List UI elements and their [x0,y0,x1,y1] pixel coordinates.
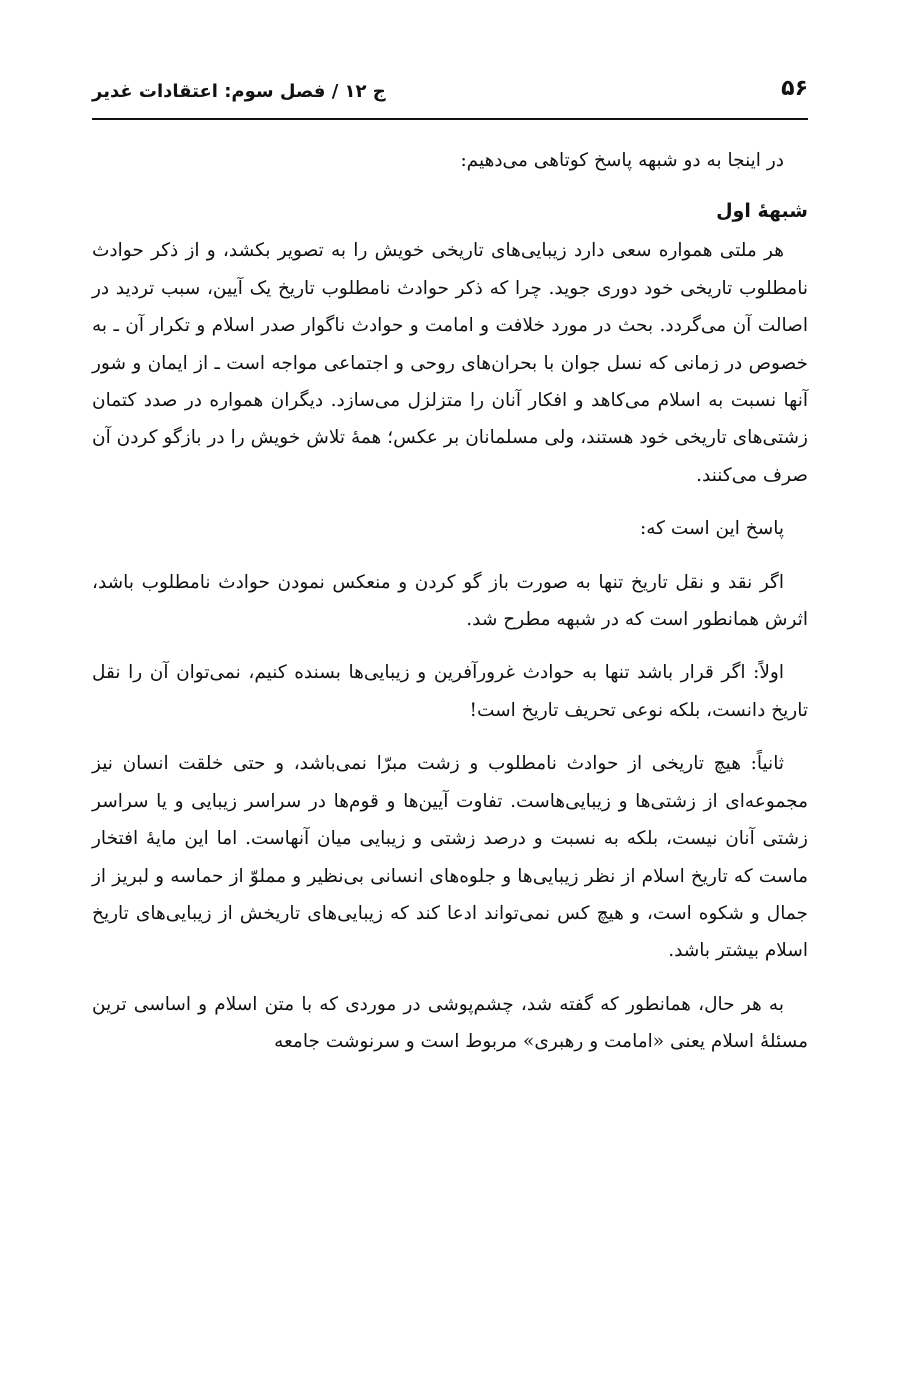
body-paragraph-6: به هر حال، همانطور که گفته شد، چشم‌پوشی در موردی که با متن اسلام و اساسی ترین مسئلۀ اسلام یعنی «امامت و رهبری» مربوط است و سرنوشت جامعه [92,993,808,1053]
body-paragraph-4: اولاً: اگر قرار باشد تنها به حوادث غرورآفرین و زیبایی‌ها بسنده کنیم، نمی‌توان آن را نقل تاریخ دانست، بلکه نوعی تحریف تاریخ است! [92,662,808,721]
body-paragraph-3: اگر نقد و نقل تاریخ تنها به صورت باز گو کردن و منعکس نمودن حوادث نامطلوب باشد، اثرش همانطور است که در شبهه مطرح شد. [92,571,808,631]
body-paragraph-5: ثانیاً: هیچ تاریخی از حوادث نامطلوب و زشت مبرّا نمی‌باشد، و حتی خلقت انسان نیز مجموعه‌ای از زشتی‌ها و زیبایی‌هاست. تفاوت آیین‌ها و قوم‌ها در سراسر زیبایی و یا سراسر زشتی آنان نیست، بلکه به نسبت و درصد زشتی و زیبایی میان آنهاست. اما این مایۀ افتخار ماست که تاریخ اسلام از نظر زیبایی‌ها و جلوه‌های انسانی بی‌نظیر و مملوّ از حماسه و لبریز از جمال و شکوه است، و هیچ کس نمی‌تواند ادعا کند که زیبایی‌های تاریخش از زیبایی‌های تاریخ اسلام بیشتر باشد. [92,753,808,962]
page-header [92,68,808,120]
body-paragraph-2: پاسخ این است که: [639,518,784,540]
page-body [92,142,808,1061]
running-head: ج ۱۲ / فصل سوم: اعتقادات غدیر [92,81,386,102]
intro-paragraph: در اینجا به دو شبهه پاسخ کوتاهی می‌دهیم: [460,150,784,171]
page-number: ۵۶ [781,76,808,101]
section-title: شبهۀ اول [716,200,808,223]
body-paragraph-1: هر ملتی همواره سعی دارد زیبایی‌های تاریخی خویش را به تصویر بکشد، و از ذکر حوادث نامطلوب تاریخی خود دوری جوید. چرا که ذکر حوادث نامطلوب تاریخ یک آیین، سبب تردید در اصالت آن می‌گردد. بحث در مورد خلافت و امامت و حوادث ناگوار صدر اسلام و تکرار آن ـ به خصوص در زمانی که نسل جوان با بحران‌های روحی و اجتماعی مواجه است ـ از ایمان و شور آنها نسبت به اسلام می‌کاهد و افکار آنان را متزلزل می‌سازد. دیگران همواره در صدد کتمان زشتی‌های تاریخی خود هستند، ولی مسلمانان بر عکس؛ همۀ تلاش خویش را در بازگو کردن آن صرف می‌کنند. [92,240,808,486]
